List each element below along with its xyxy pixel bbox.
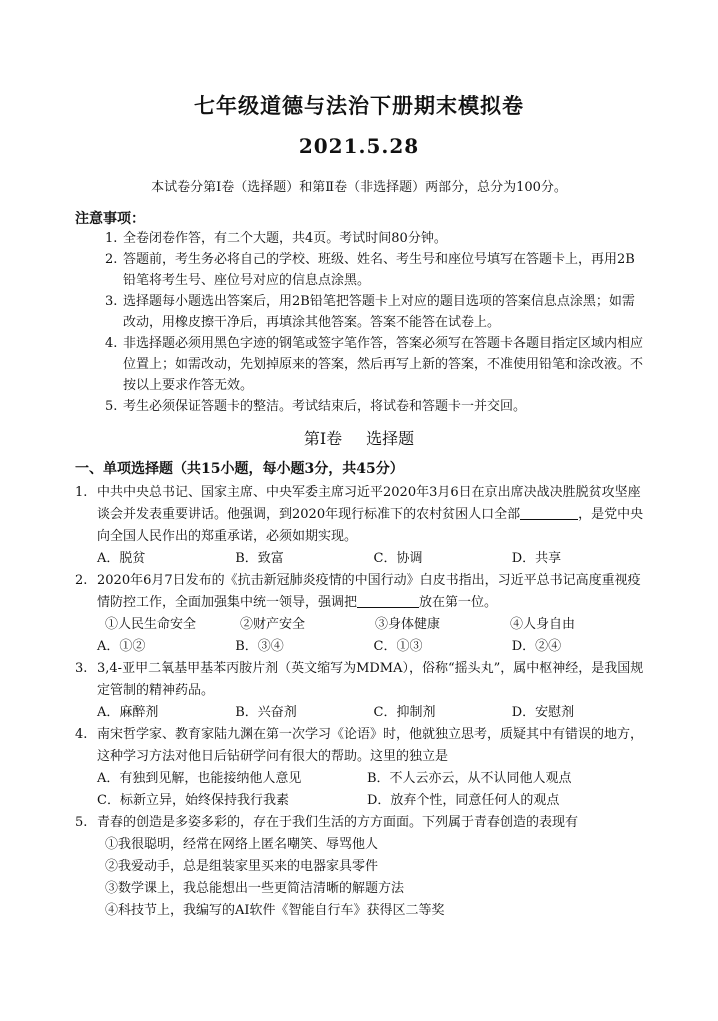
exam-intro: 本试卷分第Ⅰ卷（选择题）和第Ⅱ卷（非选择题）两部分，总分为100分。	[151, 180, 567, 195]
notice-text: 全卷闭卷作答，有二个大题，共4页。考试时间80分钟。	[123, 231, 447, 246]
question-5	[75, 812, 650, 922]
section-heading	[0, 426, 718, 449]
notice-number: 2.	[105, 252, 118, 267]
option-c: C．标新立异，始终保持我行我素	[97, 793, 289, 808]
notice-item	[105, 228, 645, 249]
statement-row	[75, 614, 650, 636]
option-c: C．抑制剂	[373, 705, 436, 720]
statement-item: ④科技节上，我编写的AI软件《智能自行车》获得区二等奖	[105, 903, 445, 918]
notice-text: 选择题每小题选出答案后，用2B铅笔把答题卡上对应的题目选项的答案信息点涂黑；如需改动，用橡皮擦干净后，再填涂其他答案。答案不能答在试卷上。	[123, 294, 635, 330]
notice-number: 5.	[105, 399, 118, 414]
question-number: 5.	[75, 815, 88, 830]
question-text: 3,4-亚甲二氧基甲基苯丙胺片剂（英文缩写为MDMA），俗称“摇头丸”，属中枢神经，是我国规定管制的精神药品。	[97, 661, 644, 698]
question-text: 青春的创造是多姿多彩的，存在于我们生活的方方面面。下列属于青春创造的表现有	[97, 815, 579, 830]
question-list	[75, 482, 650, 922]
option-a: A．有独到见解，也能接纳他人意见	[97, 771, 302, 786]
statement-item: ③数学课上，我总能想出一些更简洁清晰的解题方法	[105, 881, 405, 896]
option-row	[75, 548, 650, 570]
section-label: 第Ⅰ卷	[303, 429, 343, 448]
notice-item	[105, 249, 645, 291]
notice-heading: 注意事项：	[75, 211, 145, 227]
question-text: 中共中央总书记、国家主席、中央军委主席习近平2020年3月6日在京出席决战决胜脱贫攻坚座谈会并发表重要讲话。他强调，到2020年现行标准下的农村贫困人口全部 ，是党中央向全国人民作出的郑重承诺，必须如期实现。	[97, 485, 644, 544]
notice-item	[105, 396, 645, 417]
notice-number: 1.	[105, 231, 118, 246]
statement-item: ①我很聪明，经常在网络上匿名嘲笑、辱骂他人	[105, 837, 379, 852]
question-number: 3.	[75, 661, 88, 676]
question-number: 2.	[75, 573, 88, 588]
option-a: A．①②	[97, 639, 146, 654]
answer-blank	[520, 505, 578, 520]
statement-item: ②财产安全	[240, 617, 306, 632]
option-b: B．致富	[235, 551, 284, 566]
question-3	[75, 658, 650, 724]
exam-title: 七年级道德与法治下册期末模拟卷	[194, 93, 524, 118]
statement-item: ②我爱动手，总是组装家里买来的电器家具零件	[105, 859, 379, 874]
notice-number: 4.	[105, 336, 118, 351]
notice-item	[105, 333, 645, 396]
option-d: D．共享	[511, 551, 562, 566]
question-4	[75, 724, 650, 812]
option-row	[75, 768, 650, 790]
notice-item	[105, 291, 645, 333]
option-row	[75, 790, 650, 812]
section-title: 选择题	[366, 429, 415, 448]
option-d: D．②④	[511, 639, 562, 654]
statement-list	[75, 834, 650, 922]
option-row	[75, 636, 650, 658]
exam-date: 2021.5.28	[298, 134, 420, 158]
notice-list	[105, 228, 645, 417]
option-b: B．不人云亦云，从不认同他人观点	[367, 771, 572, 786]
question-text: 2020年6月7日发布的《抗击新冠肺炎疫情的中国行动》白皮书指出，习近平总书记高度重视疫情防控工作，全面加强集中统一领导，强调把 放在第一位。	[97, 573, 641, 610]
statement-item: ③身体健康	[375, 617, 441, 632]
statement-item: ④人身自由	[510, 617, 576, 632]
statement-item: ①人民生命安全	[105, 617, 197, 632]
answer-blank	[357, 593, 419, 608]
option-d: D．安慰剂	[511, 705, 575, 720]
option-c: C．协调	[373, 551, 423, 566]
question-number: 4.	[75, 727, 88, 742]
option-c: C．①③	[373, 639, 423, 654]
option-b: B．兴奋剂	[235, 705, 297, 720]
option-d: D．放弃个性，同意任何人的观点	[367, 793, 560, 808]
option-row	[75, 702, 650, 724]
notice-text: 考生必须保证答题卡的整洁。考试结束后，将试卷和答题卡一并交回。	[123, 399, 527, 414]
question-number: 1.	[75, 485, 88, 500]
question-2	[75, 570, 650, 658]
notice-text: 非选择题必须用黑色字迹的钢笔或签字笔作答，答案必须写在答题卡各题目指定区域内相应位置上；如需改动，先划掉原来的答案，然后再写上新的答案，不准使用铅笔和涂改液。不按以上要求作答无效。	[123, 336, 644, 393]
question-text: 南宋哲学家、教育家陆九渊在第一次学习《论语》时，他就独立思考，质疑其中有错误的地方，这种学习方法对他日后钻研学问有很大的帮助。这里的独立是	[97, 727, 644, 764]
option-a: A．脱贫	[97, 551, 146, 566]
part-heading: 一、单项选择题（共15小题，每小题3分，共45分）	[75, 461, 404, 477]
option-b: B．③④	[235, 639, 284, 654]
notice-text: 答题前，考生务必将自己的学校、班级、姓名、考生号和座位号填写在答题卡上，再用2B铅笔将考生号、座位号对应的信息点涂黑。	[123, 252, 635, 288]
notice-number: 3.	[105, 294, 118, 309]
option-a: A．麻醉剂	[97, 705, 159, 720]
question-1	[75, 482, 650, 570]
